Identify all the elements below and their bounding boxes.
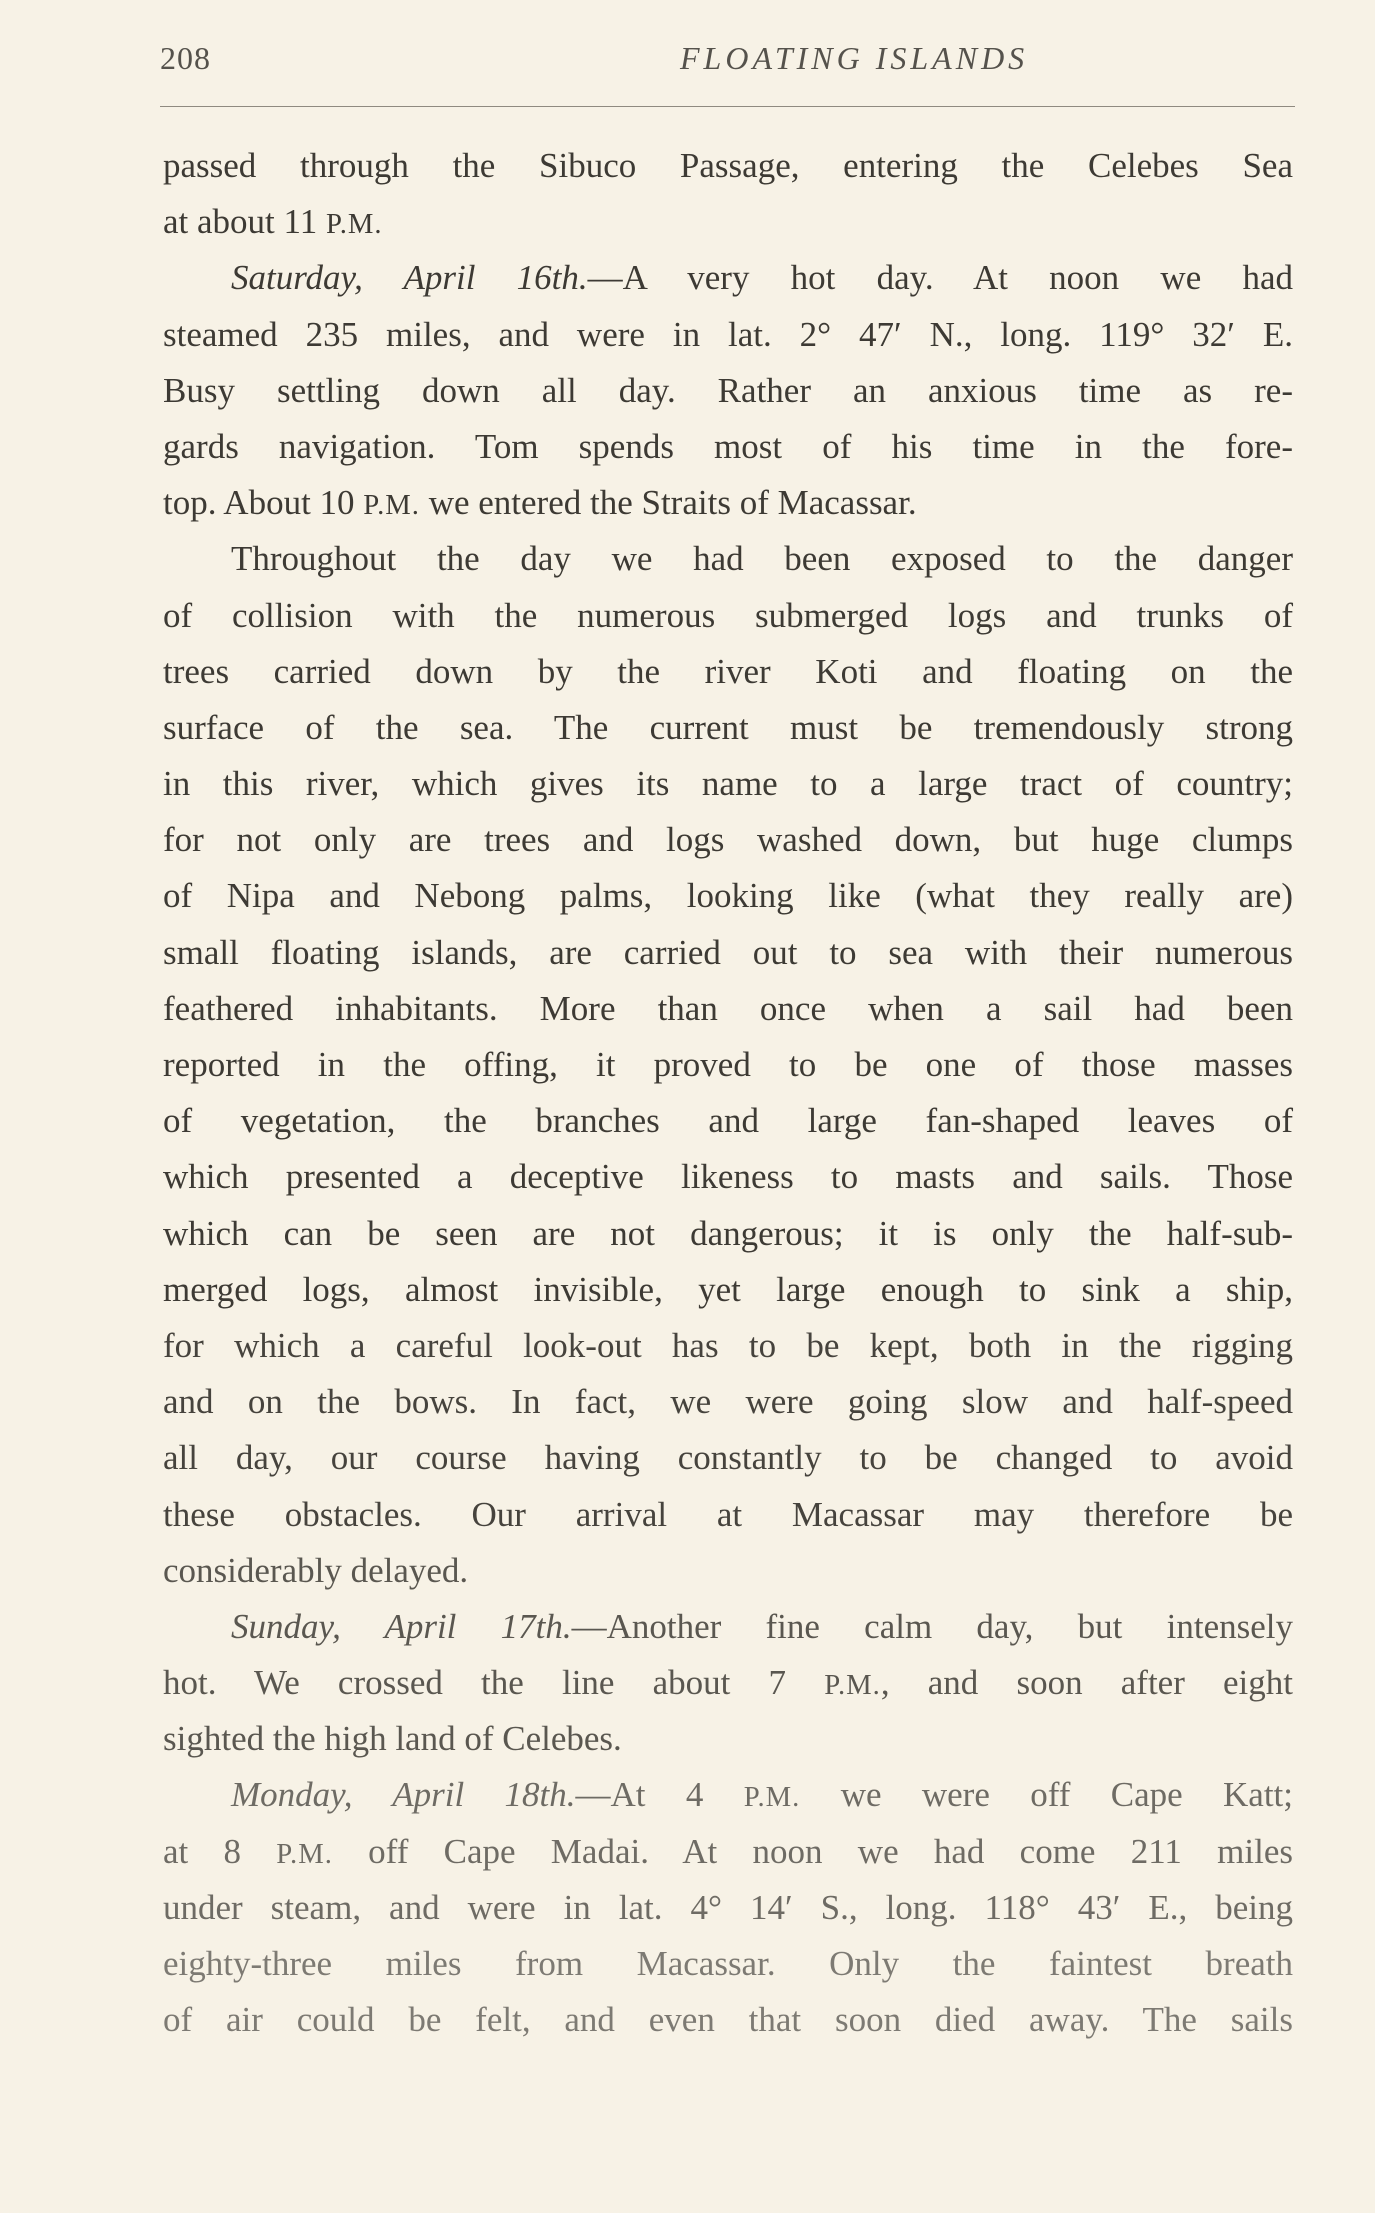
- text-line: which can be seen are not dangerous; it is only the half-sub-: [163, 1213, 1293, 1253]
- header-rule: [160, 106, 1295, 107]
- text-line: top. About 10 P.M. we entered the Straits of Macassar.: [163, 483, 917, 523]
- text-line: of air could be felt, and even that soon died away. The sails: [163, 2000, 1293, 2040]
- text-line: for which a careful look-out has to be kept, both in the rigging: [163, 1325, 1293, 1365]
- text-line: merged logs, almost invisible, yet large enough to sink a ship,: [163, 1269, 1293, 1309]
- text-line: steamed 235 miles, and were in lat. 2° 47′ N., long. 119° 32′ E.: [163, 314, 1293, 354]
- text-line: gards navigation. Tom spends most of his time in the fore-: [163, 426, 1293, 466]
- running-title: FLOATING ISLANDS: [680, 40, 1029, 76]
- text-line: of Nipa and Nebong palms, looking like (what they really are): [163, 876, 1293, 916]
- text-line: reported in the offing, it proved to be one of those masses: [163, 1045, 1293, 1084]
- text-line: hot. We crossed the line about 7 P.M., and soon after eight: [163, 1663, 1293, 1703]
- text-line: and on the bows. In fact, we were going slow and half-speed: [163, 1382, 1293, 1422]
- text-line: for not only are trees and logs washed down, but huge clumps: [163, 820, 1293, 860]
- text-line: feathered inhabitants. More than once when a sail had been: [163, 988, 1293, 1028]
- text-line: of vegetation, the branches and large fan-shaped leaves of: [163, 1101, 1293, 1141]
- running-head: [160, 40, 1295, 84]
- text-line: small floating islands, are carried out to sea with their numerous: [163, 932, 1293, 972]
- text-line: which presented a deceptive likeness to masts and sails. Those: [163, 1157, 1293, 1197]
- text-line: Sunday, April 17th.—Another fine calm day, but intensely: [231, 1606, 1293, 1646]
- text-line: surface of the sea. The current must be tremendously strong: [163, 707, 1293, 747]
- text-line: Busy settling down all day. Rather an anxious time as re-: [163, 370, 1293, 410]
- text-line: all day, our course having constantly to be changed to avoid: [163, 1438, 1293, 1478]
- text-line: Throughout the day we had been exposed to the danger: [231, 539, 1293, 579]
- text-line: Monday, April 18th.—At 4 P.M. we were off Cape Katt;: [231, 1775, 1293, 1815]
- text-line: under steam, and were in lat. 4° 14′ S., long. 118° 43′ E., being: [163, 1887, 1293, 1927]
- text-line: at 8 P.M. off Cape Madai. At noon we had come 211 miles: [163, 1831, 1293, 1871]
- text-line: passed through the Sibuco Passage, entering the Celebes Sea: [163, 146, 1293, 185]
- page-number: 208: [160, 40, 211, 76]
- body-text: [163, 138, 1293, 2048]
- text-line: at about 11 P.M.: [163, 202, 383, 242]
- text-line: in this river, which gives its name to a large tract of country;: [163, 764, 1293, 804]
- text-line: considerably delayed.: [163, 1550, 469, 1590]
- text-line: eighty-three miles from Macassar. Only the faintest breath: [163, 1944, 1293, 1983]
- text-line: these obstacles. Our arrival at Macassar may therefore be: [163, 1494, 1293, 1534]
- text-line: trees carried down by the river Koti and floating on the: [163, 651, 1293, 691]
- text-line: Saturday, April 16th.—A very hot day. At noon we had: [231, 258, 1293, 298]
- text-line: of collision with the numerous submerged logs and trunks of: [163, 595, 1293, 635]
- text-line: sighted the high land of Celebes.: [163, 1719, 622, 1759]
